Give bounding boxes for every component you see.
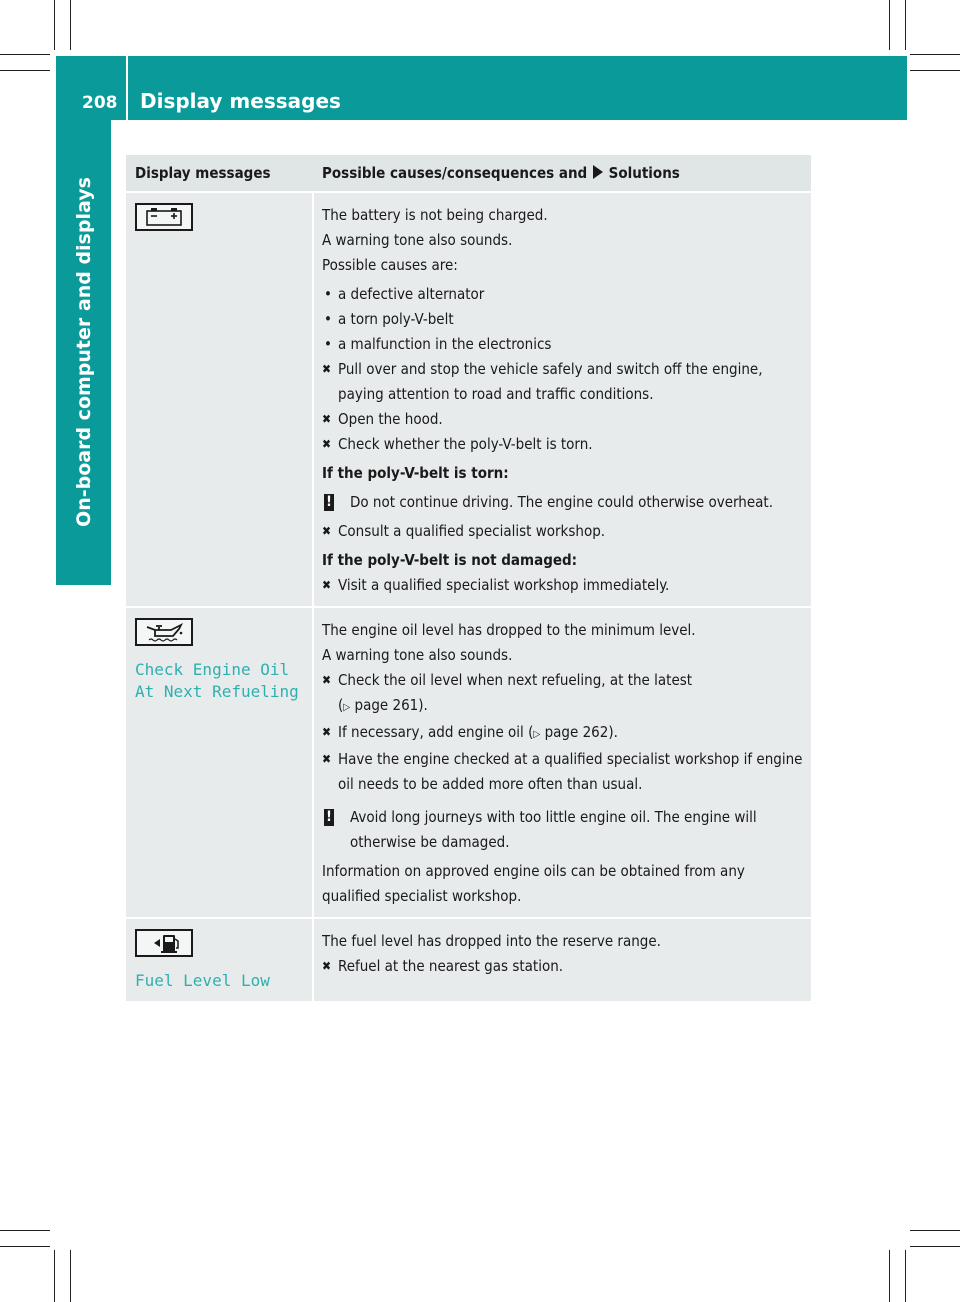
page-ref-icon: ▷ <box>343 702 351 713</box>
page-ref-text: page 262). <box>544 723 618 741</box>
header-edge-bar <box>903 56 907 120</box>
col-header-solutions-suffix: Solutions <box>608 163 680 182</box>
oil-can-icon <box>135 618 193 646</box>
instruction-step <box>322 954 804 979</box>
warning-icon: ! <box>324 809 334 826</box>
step-text: If necessary, add engine oil ( <box>338 723 534 741</box>
step-arrow-icon: ✖ <box>322 578 332 592</box>
step-arrow-icon: ✖ <box>322 725 332 739</box>
solutions-cell <box>313 918 811 1001</box>
info-text: Information on approved engine oils can be obtained from any qualified specialist workshop. <box>322 862 745 905</box>
step-text: Check the oil level when next refueling, at the latest <box>338 671 693 689</box>
list-item: • a malfunction in the electronics <box>324 335 552 353</box>
display-message-line: At Next Refueling <box>135 682 299 701</box>
page-title: Display messages <box>140 89 341 113</box>
list-item-text: a malfunction in the electronics <box>338 335 552 353</box>
list-item: • a defective alternator <box>324 285 485 303</box>
step-text: Check whether the poly-V-belt is torn. <box>338 435 593 453</box>
condition-heading: If the poly-V-belt is torn: <box>322 464 509 482</box>
display-message-line: Fuel Level Low <box>135 971 270 990</box>
instruction-step <box>322 747 804 797</box>
table-header-row <box>126 155 811 192</box>
step-text: Visit a qualified specialist workshop immediately. <box>338 576 670 594</box>
col-header-display-messages: Display messages <box>126 155 313 192</box>
instruction-step <box>322 519 804 544</box>
chapter-side-label: On-board computer and displays <box>73 177 95 527</box>
instruction-step <box>322 573 804 598</box>
cause-text: A warning tone also sounds. <box>322 646 513 664</box>
page-ref-text: page 261). <box>354 696 428 714</box>
step-arrow-icon: ✖ <box>322 752 332 766</box>
battery-icon <box>135 203 193 231</box>
solutions-cell <box>313 607 811 918</box>
step-text: Refuel at the nearest gas station. <box>338 957 564 975</box>
warning-icon: ! <box>324 494 334 511</box>
crop-mark <box>910 70 960 71</box>
step-text: Consult a qualified specialist workshop. <box>338 522 606 540</box>
col-header-solutions <box>313 155 811 192</box>
col-header-solutions-label: Possible causes/consequences and <box>322 163 588 182</box>
fuel-pump-icon <box>135 929 193 957</box>
crop-mark <box>70 0 71 50</box>
crop-mark <box>905 0 906 50</box>
condition-heading: If the poly-V-belt is not damaged: <box>322 551 578 569</box>
instruction-step: ✖ Check the oil level when next refueling, at the latest (▷ page 261). <box>322 668 804 720</box>
crop-mark <box>905 1250 906 1302</box>
step-text: Have the engine checked at a qualified specialist workshop if engine oil needs to be added more often than usual. <box>338 750 803 793</box>
warning-note <box>322 805 804 855</box>
warning-text: Avoid long journeys with too little engine oil. The engine will otherwise be damaged. <box>350 808 757 851</box>
cause-text: Possible causes are: <box>322 256 458 274</box>
step-arrow-icon: ✖ <box>322 362 332 376</box>
crop-mark <box>0 1230 50 1231</box>
solutions-cell <box>313 192 811 607</box>
step-arrow-icon: ✖ <box>322 412 332 426</box>
crop-mark <box>910 54 960 55</box>
list-item: • a torn poly-V-belt <box>324 310 454 328</box>
step-text: Pull over and stop the vehicle safely and switch off the engine, paying attention to road and traffic conditions. <box>338 360 763 403</box>
step-arrow-icon: ✖ <box>322 959 332 973</box>
page-number: 208 <box>82 93 118 113</box>
warning-note <box>322 490 804 515</box>
instruction-step <box>322 432 804 457</box>
warning-text: Do not continue driving. The engine could otherwise overheat. <box>350 493 773 511</box>
crop-mark <box>54 1250 55 1302</box>
instruction-step <box>322 357 804 407</box>
display-message-line: Check Engine Oil <box>135 660 290 679</box>
instruction-step <box>322 720 804 747</box>
display-cell <box>126 607 313 918</box>
cause-text: The fuel level has dropped into the reserve range. <box>322 932 661 950</box>
arrow-right-icon <box>592 164 609 182</box>
cause-text: The battery is not being charged. <box>322 206 548 224</box>
step-arrow-icon: ✖ <box>322 673 332 687</box>
list-item-text: a defective alternator <box>338 285 485 303</box>
crop-mark <box>910 1230 960 1231</box>
crop-mark <box>0 70 50 71</box>
header-divider <box>126 56 128 120</box>
instruction-step <box>322 407 804 432</box>
page-ref-icon: ▷ <box>533 729 541 740</box>
crop-mark <box>910 1246 960 1247</box>
step-arrow-icon: ✖ <box>322 524 332 538</box>
crop-mark <box>54 0 55 50</box>
crop-mark <box>0 54 50 55</box>
cause-text: A warning tone also sounds. <box>322 231 513 249</box>
display-messages-table <box>126 155 811 1001</box>
crop-mark <box>70 1250 71 1302</box>
cause-text: The engine oil level has dropped to the minimum level. <box>322 621 696 639</box>
crop-mark <box>0 1246 50 1247</box>
table-row <box>126 918 811 1001</box>
step-text: Open the hood. <box>338 410 443 428</box>
display-cell <box>126 192 313 607</box>
display-cell <box>126 918 313 1001</box>
table-row <box>126 607 811 918</box>
crop-mark <box>889 0 890 50</box>
step-arrow-icon: ✖ <box>322 437 332 451</box>
crop-mark <box>889 1250 890 1302</box>
list-item-text: a torn poly-V-belt <box>338 310 454 328</box>
table-row <box>126 192 811 607</box>
